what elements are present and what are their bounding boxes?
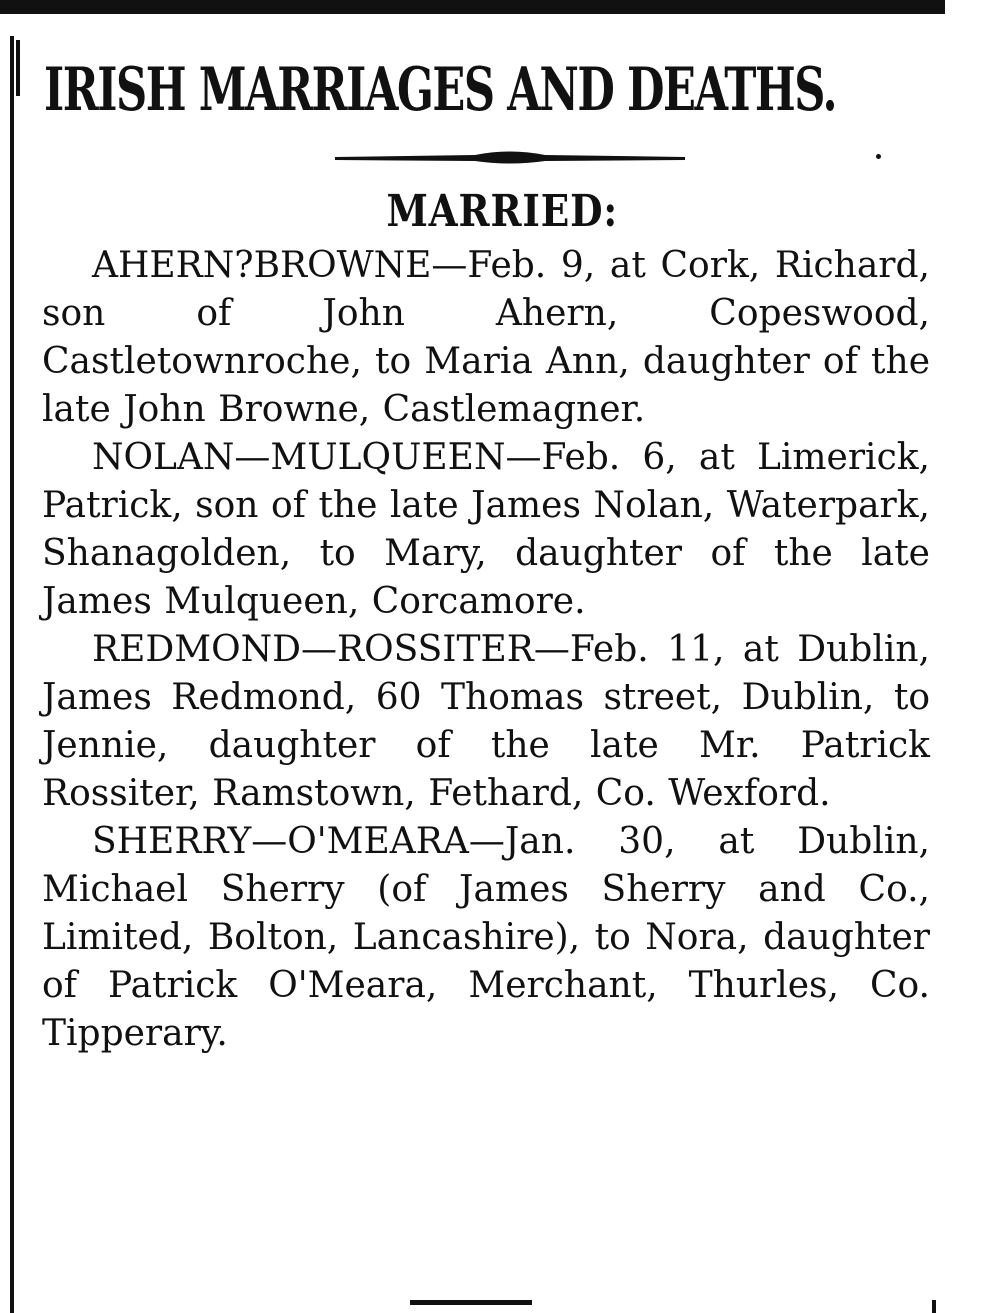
notice-nolan-mulqueen: NOLAN—MULQUEEN—Feb. 6, at Limerick, Patrick, son of the late James Nolan, Waterpark, Shanagolden, to Mary, daughter of the late James Mulqueen, Corcamore. [42, 437, 930, 622]
bottom-divider-rule [410, 1300, 532, 1305]
notice-sherry-omeara: SHERRY—O'MEARA—Jan. 30, at Dublin, Michael Sherry (of James Sherry and Co., Limited, Bolton, Lancashire), to Nora, daughter of Patrick O'Meara, Merchant, Thurles, Co. Tipperary. [42, 821, 930, 1054]
ornament-divider [335, 146, 685, 170]
page-headline: IRISH MARRIAGES AND DEATHS. [44, 55, 837, 125]
notice-redmond-rossiter: REDMOND—ROSSITER—Feb. 11, at Dublin, James Redmond, 60 Thomas street, Dublin, to Jennie, daughter of the late Mr. Patrick Rossiter, Ramstown, Fethard, Co. Wexford. [42, 629, 930, 814]
marriage-notices [42, 242, 930, 1058]
section-heading-married [0, 184, 1005, 240]
section-heading-text: MARRIED: [386, 186, 619, 237]
print-speck [876, 154, 881, 159]
notice-ahern-browne: AHERN?BROWNE—Feb. 9, at Cork, Richard, son of John Ahern, Copeswood, Castletownroche, to Maria Ann, daughter of the late John Browne, Castlemagner. [42, 245, 930, 430]
left-column-tick [16, 40, 20, 96]
top-border-rule [0, 0, 945, 14]
right-column-bar [932, 1300, 936, 1313]
